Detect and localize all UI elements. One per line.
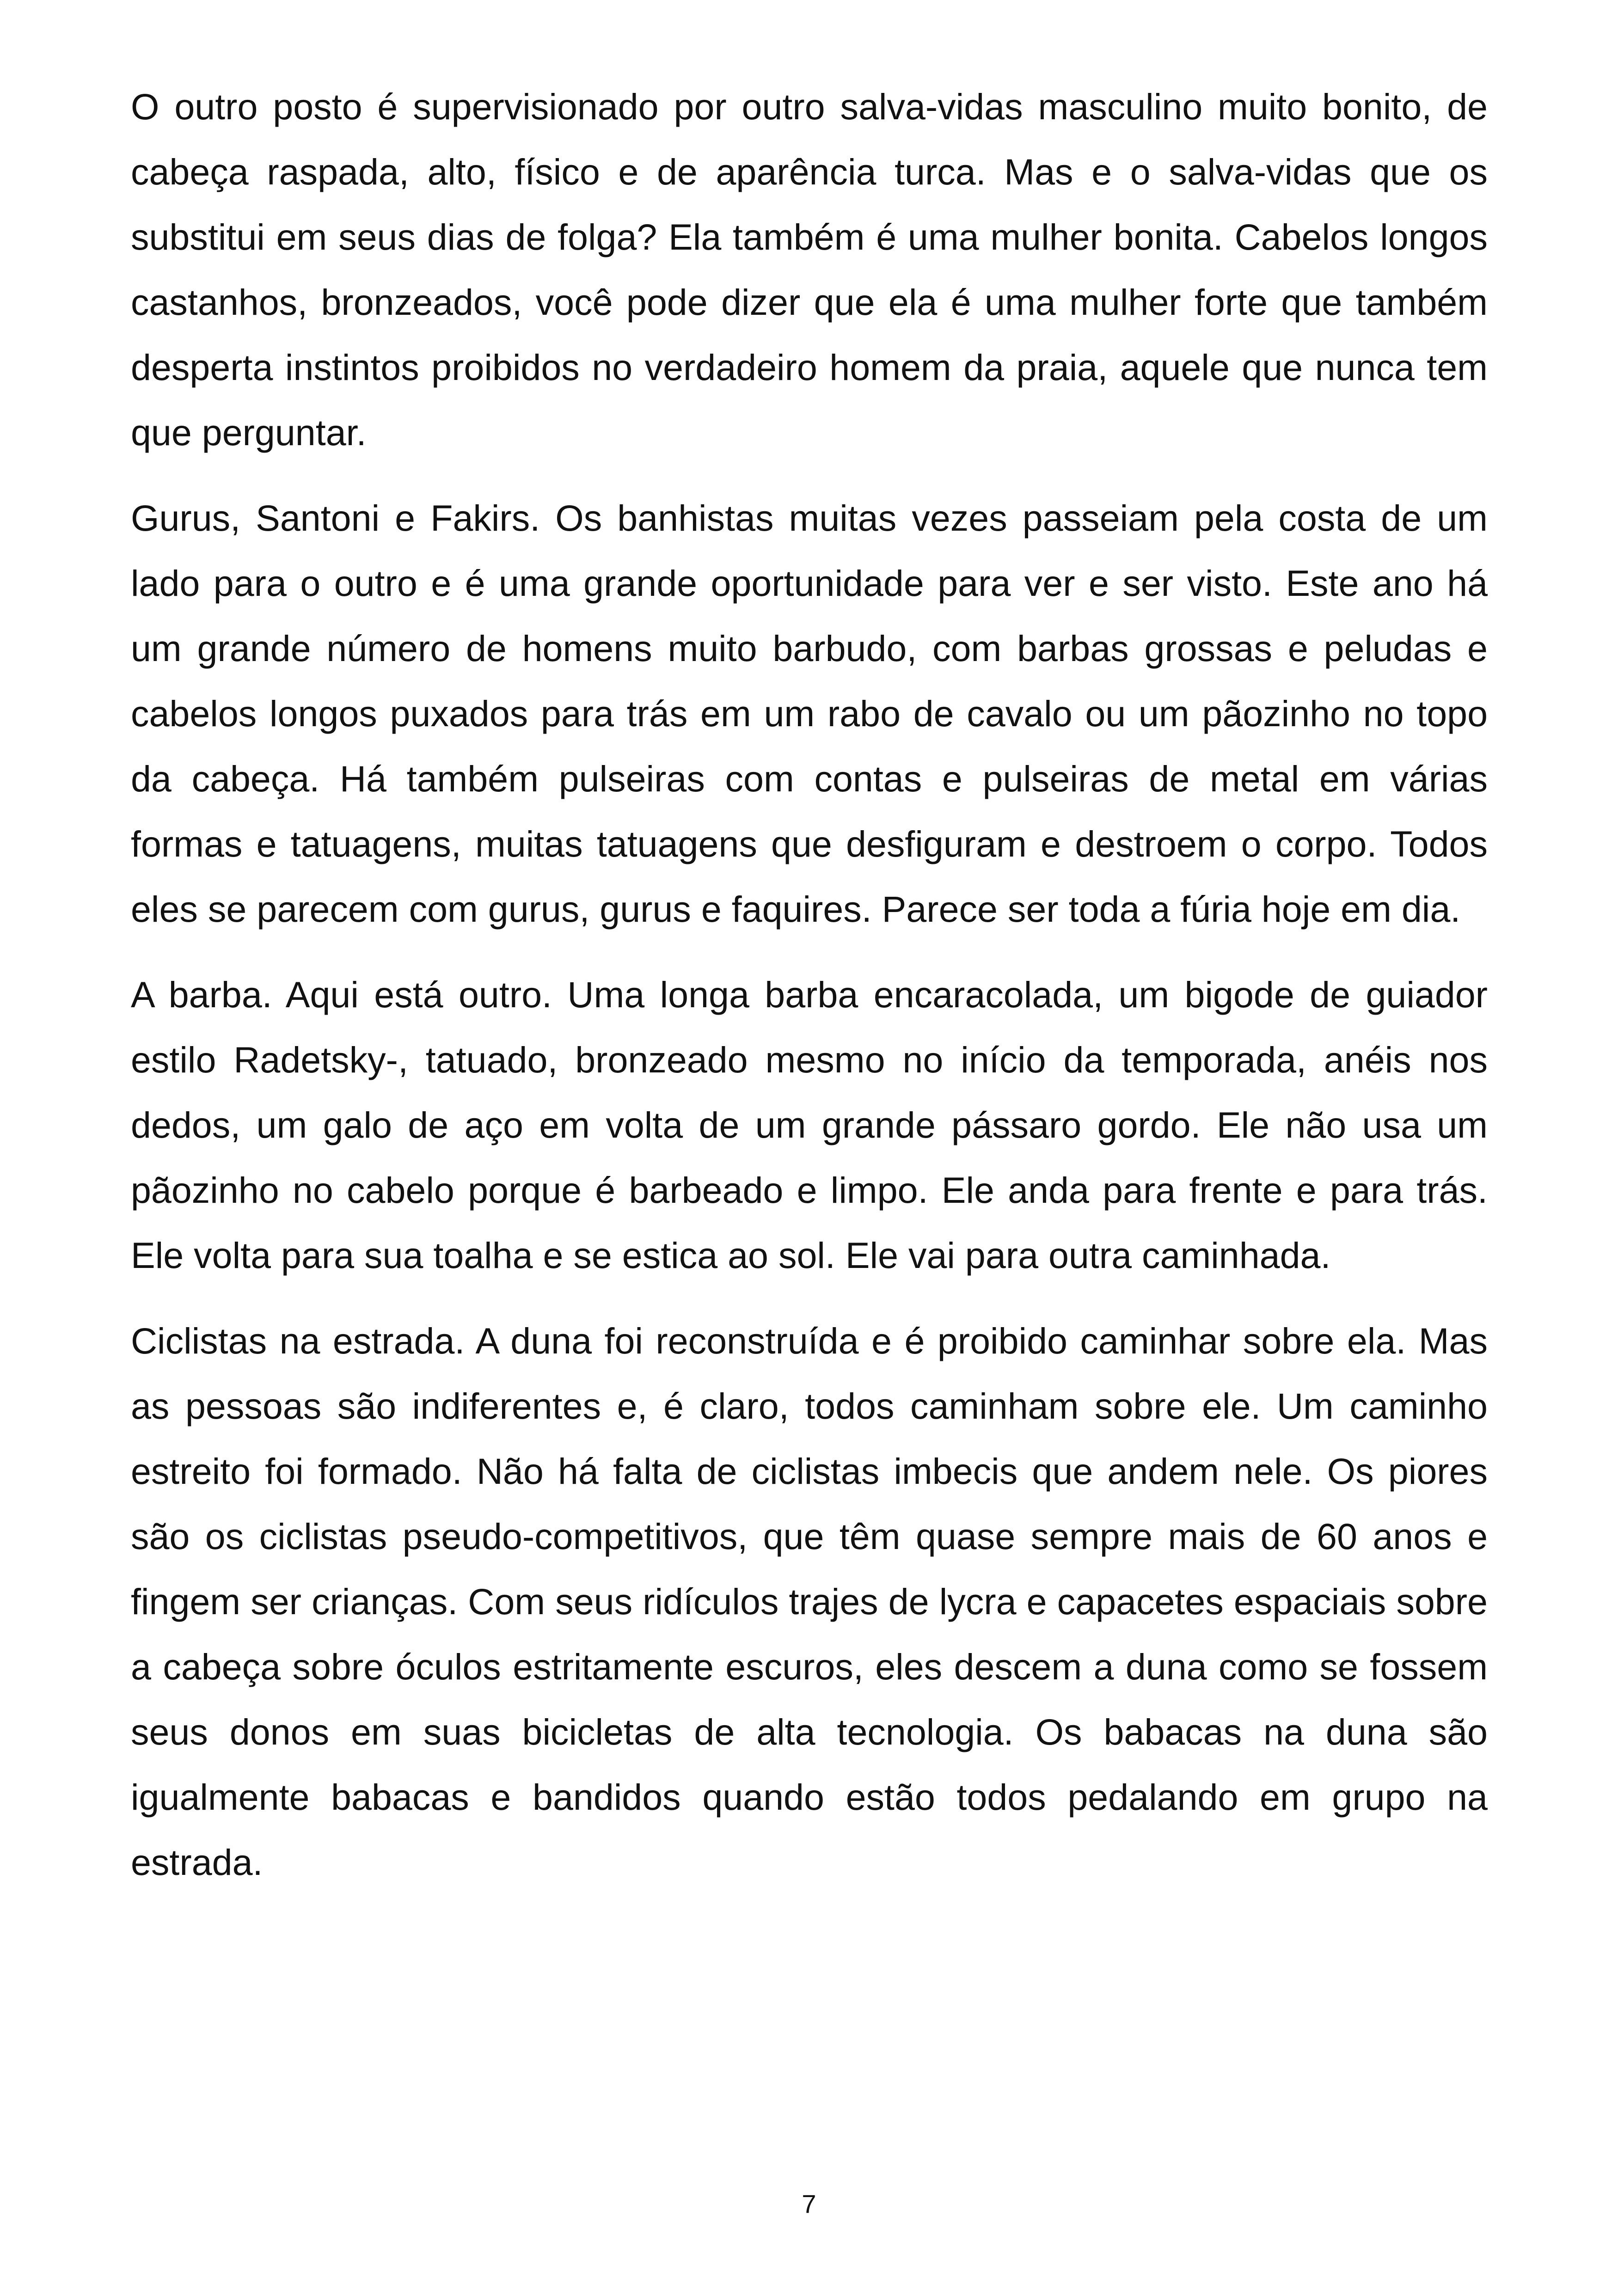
paragraph-gurus: Gurus, Santoni e Fakirs. Os banhistas muitas vezes passeiam pela costa de um lado para o outro e é uma grande oportunidade para ver e ser visto. Este ano há um grande número de homens muito barbudo, com barbas grossas e peludas e cabelos longos puxados para trás em um rabo de cavalo ou um pãozinho no topo da cabeça. Há também pulseiras com contas e pulseiras de metal em várias formas e tatuagens, muitas tatuagens que desfiguram e destroem o corpo. Todos eles se parecem com gurus, gurus e faquires. Parece ser toda a fúria hoje em dia. xyxy=(131,497,1488,930)
page-number: 7 xyxy=(802,2189,816,2218)
paragraph-cyclists: Ciclistas na estrada. A duna foi reconstruída e é proibido caminhar sobre ela. Mas as pessoas são indiferentes e, é claro, todos caminham sobre ele. Um caminho estreito foi formado. Não há falta de ciclistas imbecis que andem nele. Os piores são os ciclistas pseudo-competitivos, que têm quase sempre mais de 60 anos e fingem ser crianças. Com seus ridículos trajes de lycra e capacetes espaciais sobre a cabeça sobre óculos estritamente escuros, eles descem a duna como se fossem seus donos em suas bicicletas de alta tecnologia. Os babacas na duna são igualmente babacas e bandidos quando estão todos pedalando em grupo na estrada. xyxy=(131,1320,1488,1883)
paragraph-lifeguards: O outro posto é supervisionado por outro salva-vidas masculino muito bonito, de cabeça raspada, alto, físico e de aparência turca. Mas e o salva-vidas que os substitui em seus dias de folga? Ela também é uma mulher bonita. Cabelos longos castanhos, bronzeados, você pode dizer que ela é uma mulher forte que também desperta instintos proibidos no verdadeiro homem da praia, aquele que nunca tem que perguntar. xyxy=(131,86,1488,453)
body-text xyxy=(131,74,1488,1915)
paragraph-beard: A barba. Aqui está outro. Uma longa barba encaracolada, um bigode de guiador estilo Radetsky-, tatuado, bronzeado mesmo no início da temporada, anéis nos dedos, um galo de aço em volta de um grande pássaro gordo. Ele não usa um pãozinho no cabelo porque é barbeado e limpo. Ele anda para frente e para trás. Ele volta para sua toalha e se estica ao sol. Ele vai para outra caminhada. xyxy=(131,974,1488,1276)
